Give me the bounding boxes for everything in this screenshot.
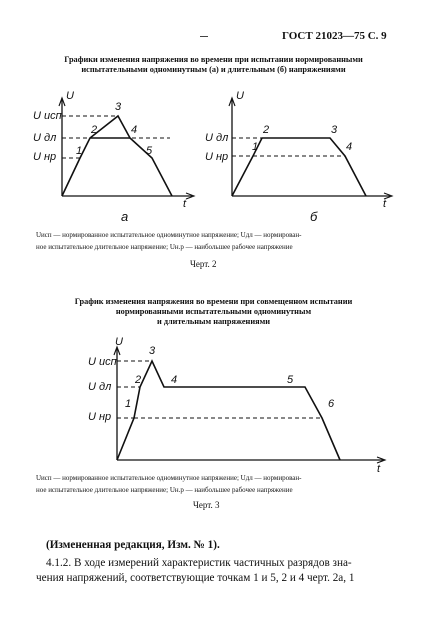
figure2-title-line: и длительным напряжениями: [156, 317, 271, 326]
point-label: 1: [252, 141, 259, 153]
paragraph-4-1-2: [36, 556, 416, 586]
figure1-title-line: Графики изменения напряжения во времени при испытании нормированными: [64, 55, 363, 64]
page-header: ГОСТ 21023—75 С. 9: [282, 30, 387, 42]
legend-line: ное испытательное длительное напряжение; Uн.р — наибольшее рабочее напряжение: [36, 486, 293, 494]
figure2-title-line: График изменения напряжения во времени при совмещенном испытании: [74, 297, 353, 306]
paragraph-line: чения напряжений, соответствующие точкам 1 и 5, 2 и 4 черт. 2а, 1: [36, 572, 355, 584]
level-label-u-isp: U исп: [33, 110, 62, 122]
point-label: 5: [287, 374, 294, 386]
axis-x-label: t: [383, 198, 387, 210]
legend-line: ное испытательное длительное напряжение; Uн.р — наибольшее рабочее напряжение: [36, 243, 293, 251]
point-label: 1: [125, 398, 132, 410]
axis-y-label: U: [115, 336, 123, 348]
level-label-u-nr: U нр: [33, 151, 57, 163]
point-label: 2: [135, 374, 142, 386]
point-label: 3: [115, 101, 122, 113]
voltage-curve-combined: [117, 361, 340, 460]
axis-y-label: U: [66, 90, 74, 102]
amendment-note: (Измененная редакция, Изм. № 1).: [46, 539, 220, 551]
legend-line: Uисп — нормированное испытательное одноминутное напряжение; Uдл — нормирован-: [36, 231, 302, 239]
level-label-u-dl: U дл: [205, 132, 229, 144]
figure2-title-line: нормированными испытательными одноминутным: [115, 307, 312, 316]
point-label: 4: [131, 124, 138, 136]
point-label: 4: [171, 374, 178, 386]
level-label-u-nr: U нр: [205, 151, 229, 163]
point-label: 3: [331, 124, 338, 136]
point-label: 2: [263, 124, 270, 136]
level-label-u-dl: U дл: [33, 132, 57, 144]
figure2-legend: [36, 472, 416, 496]
point-label: 1: [76, 145, 83, 157]
point-label: 5: [146, 145, 153, 157]
level-label-u-dl: U дл: [88, 381, 112, 393]
point-label: 3: [149, 345, 156, 357]
panel-a-label: а: [121, 209, 129, 224]
paragraph-line: 4.1.2. В ходе измерений характеристик частичных разрядов зна-: [46, 557, 352, 569]
point-label: 6: [328, 398, 335, 410]
axis-x-label: t: [183, 198, 187, 210]
point-label: 4: [346, 141, 353, 153]
axis-x-label: t: [377, 463, 381, 475]
level-label-u-nr: U нр: [88, 411, 112, 423]
figure1-caption: Черт. 2: [190, 259, 217, 269]
point-label: 2: [91, 124, 98, 136]
level-label-u-isp: U исп: [88, 356, 117, 368]
panel-b-label: б: [310, 209, 318, 224]
figure2-caption: Черт. 3: [193, 500, 220, 510]
axis-y-label: U: [236, 90, 244, 102]
legend-line: Uисп — нормированное испытательное одноминутное напряжение; Uдл — нормирован-: [36, 474, 302, 482]
figure1-title-line: испытательными одноминутным (а) и длительным (б) напряжениями: [81, 65, 346, 74]
